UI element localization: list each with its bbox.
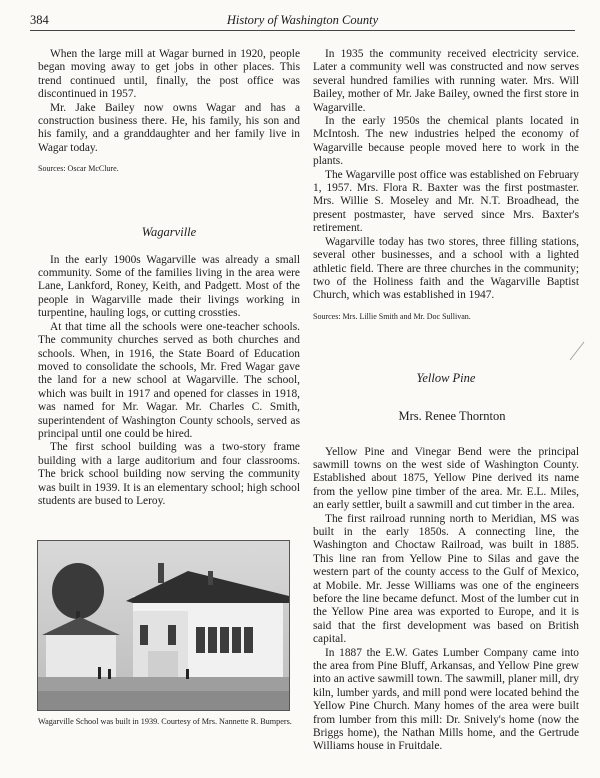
paragraph: In the early 1950s the chemical plants located in McIntosh. The new industries helped the economy of Wagarville because people moved here to work in the plants. — [313, 115, 579, 168]
paragraph: Yellow Pine and Vinegar Bend were the principal sawmill towns on the west side of Washington County. Established about 1875, Yellow Pine derived its name from the yellow pine timber of the area. Mr. E.L. Miles, an early settler, built a sawmill and cut timber in the area. — [313, 445, 579, 512]
school-photo — [37, 540, 290, 711]
sources-note: Sources: Mrs. Lillie Smith and Mr. Doc Sullivan. — [313, 311, 471, 321]
left-column — [38, 48, 300, 508]
paragraph: Mr. Jake Bailey now owns Wagar and has a construction business there. He, his family, his son and his family, and a granddaughter and her family live in Wagar today. — [38, 101, 300, 154]
page-header — [30, 12, 575, 31]
school-photo-image — [38, 541, 289, 710]
running-title: History of Washington County — [226, 13, 379, 27]
sources-note: Sources: Oscar McClure. — [38, 164, 119, 174]
section-author: Mrs. Renee Thornton — [398, 409, 506, 424]
paragraph: At that time all the schools were one-teacher schools. The community churches served as both churches and schools. When, in 1916, the State Board of Education moved to consolidate the schools, Mr. Fred Wagar gave the land for a new school at Wagarville. The school, which was built in 1917 and opened for classes in 1918, was named for Mr. Wagar. Mr. Charles C. Smith, superintendent of Washington County schools, served as principal until one could be hired. — [38, 320, 300, 440]
paragraph: The Wagarville post office was established on February 1, 1957. Mrs. Flora R. Baxter was the first postmaster. Mrs. Willie S. Moseley and Mr. N.T. Broadhead, the present postmaster, have served since Mrs. Baxter's retirement. — [313, 168, 579, 235]
photo-caption: Wagarville School was built in 1939. Courtesy of Mrs. Nannette R. Bumpers. — [38, 717, 292, 726]
section-title-wagarville: Wagarville — [141, 225, 197, 240]
section-title-yellow-pine: Yellow Pine — [416, 370, 476, 385]
paragraph: The first school building was a two-story frame building with a large auditorium and four classrooms. The brick school building now serving the community was built in 1939. It is an elementary school; high school students are bused to Leroy. — [38, 441, 300, 507]
page-number: 384 — [30, 13, 49, 27]
paragraph: When the large mill at Wagar burned in 1920, people began moving away to get jobs in other places. This trend continued until, finally, the post office was discontinued in 1957. — [38, 48, 300, 101]
paragraph: In 1887 the E.W. Gates Lumber Company came into the area from Pine Bluff, Arkansas, and Yellow Pine grew into an active sawmill town. The sawmill, planer mill, dry kiln, lumber yards, and mill pond were located behind the Yellow Pine Church. Many homes of the area were built from lumber from this mill: Dr. Snively's home (now the Briggs home), the Nathan Mills home, and the Gertrude Williams house in Fruitdale. — [313, 646, 579, 753]
paragraph: The first railroad running north to Meridian, MS was built in the early 1850s. A connecting line, the Washington and Choctaw Railroad, was built in 1885. This line ran from Yellow Pine to Silas and gave the western part of the county access to the Gulf of Mexico, at Mobile. Mr. Jesse Williams was one of the engineers before the line became defunct. Most of the lumber cut in the Yellow Pine area was exported to Europe, and it is said that the first development was based on British capital. — [313, 512, 579, 646]
paragraph: Wagarville today has two stores, three filling stations, several other businesses, and a school with a lighted athletic field. There are three churches in the community; two of the Holiness faith and the Wagarville Baptist Church, which was established in 1947. — [313, 235, 579, 302]
right-column — [313, 48, 579, 754]
paragraph: In the early 1900s Wagarville was already a small community. Some of the families living in the area were Lane, Lankford, Roney, Keith, and Padgett. Most of the people in Wagarville made their livings working in turpentine, hauling logs, or cutting crossties. — [38, 253, 300, 320]
paragraph: In 1935 the community received electricity service. Later a community well was constructed and now serves several hundred families with running water. Mrs. Will Bailey, mother of Mr. Jake Bailey, owned the first store in Wagarville. — [313, 48, 579, 114]
pencil-mark — [568, 340, 586, 362]
